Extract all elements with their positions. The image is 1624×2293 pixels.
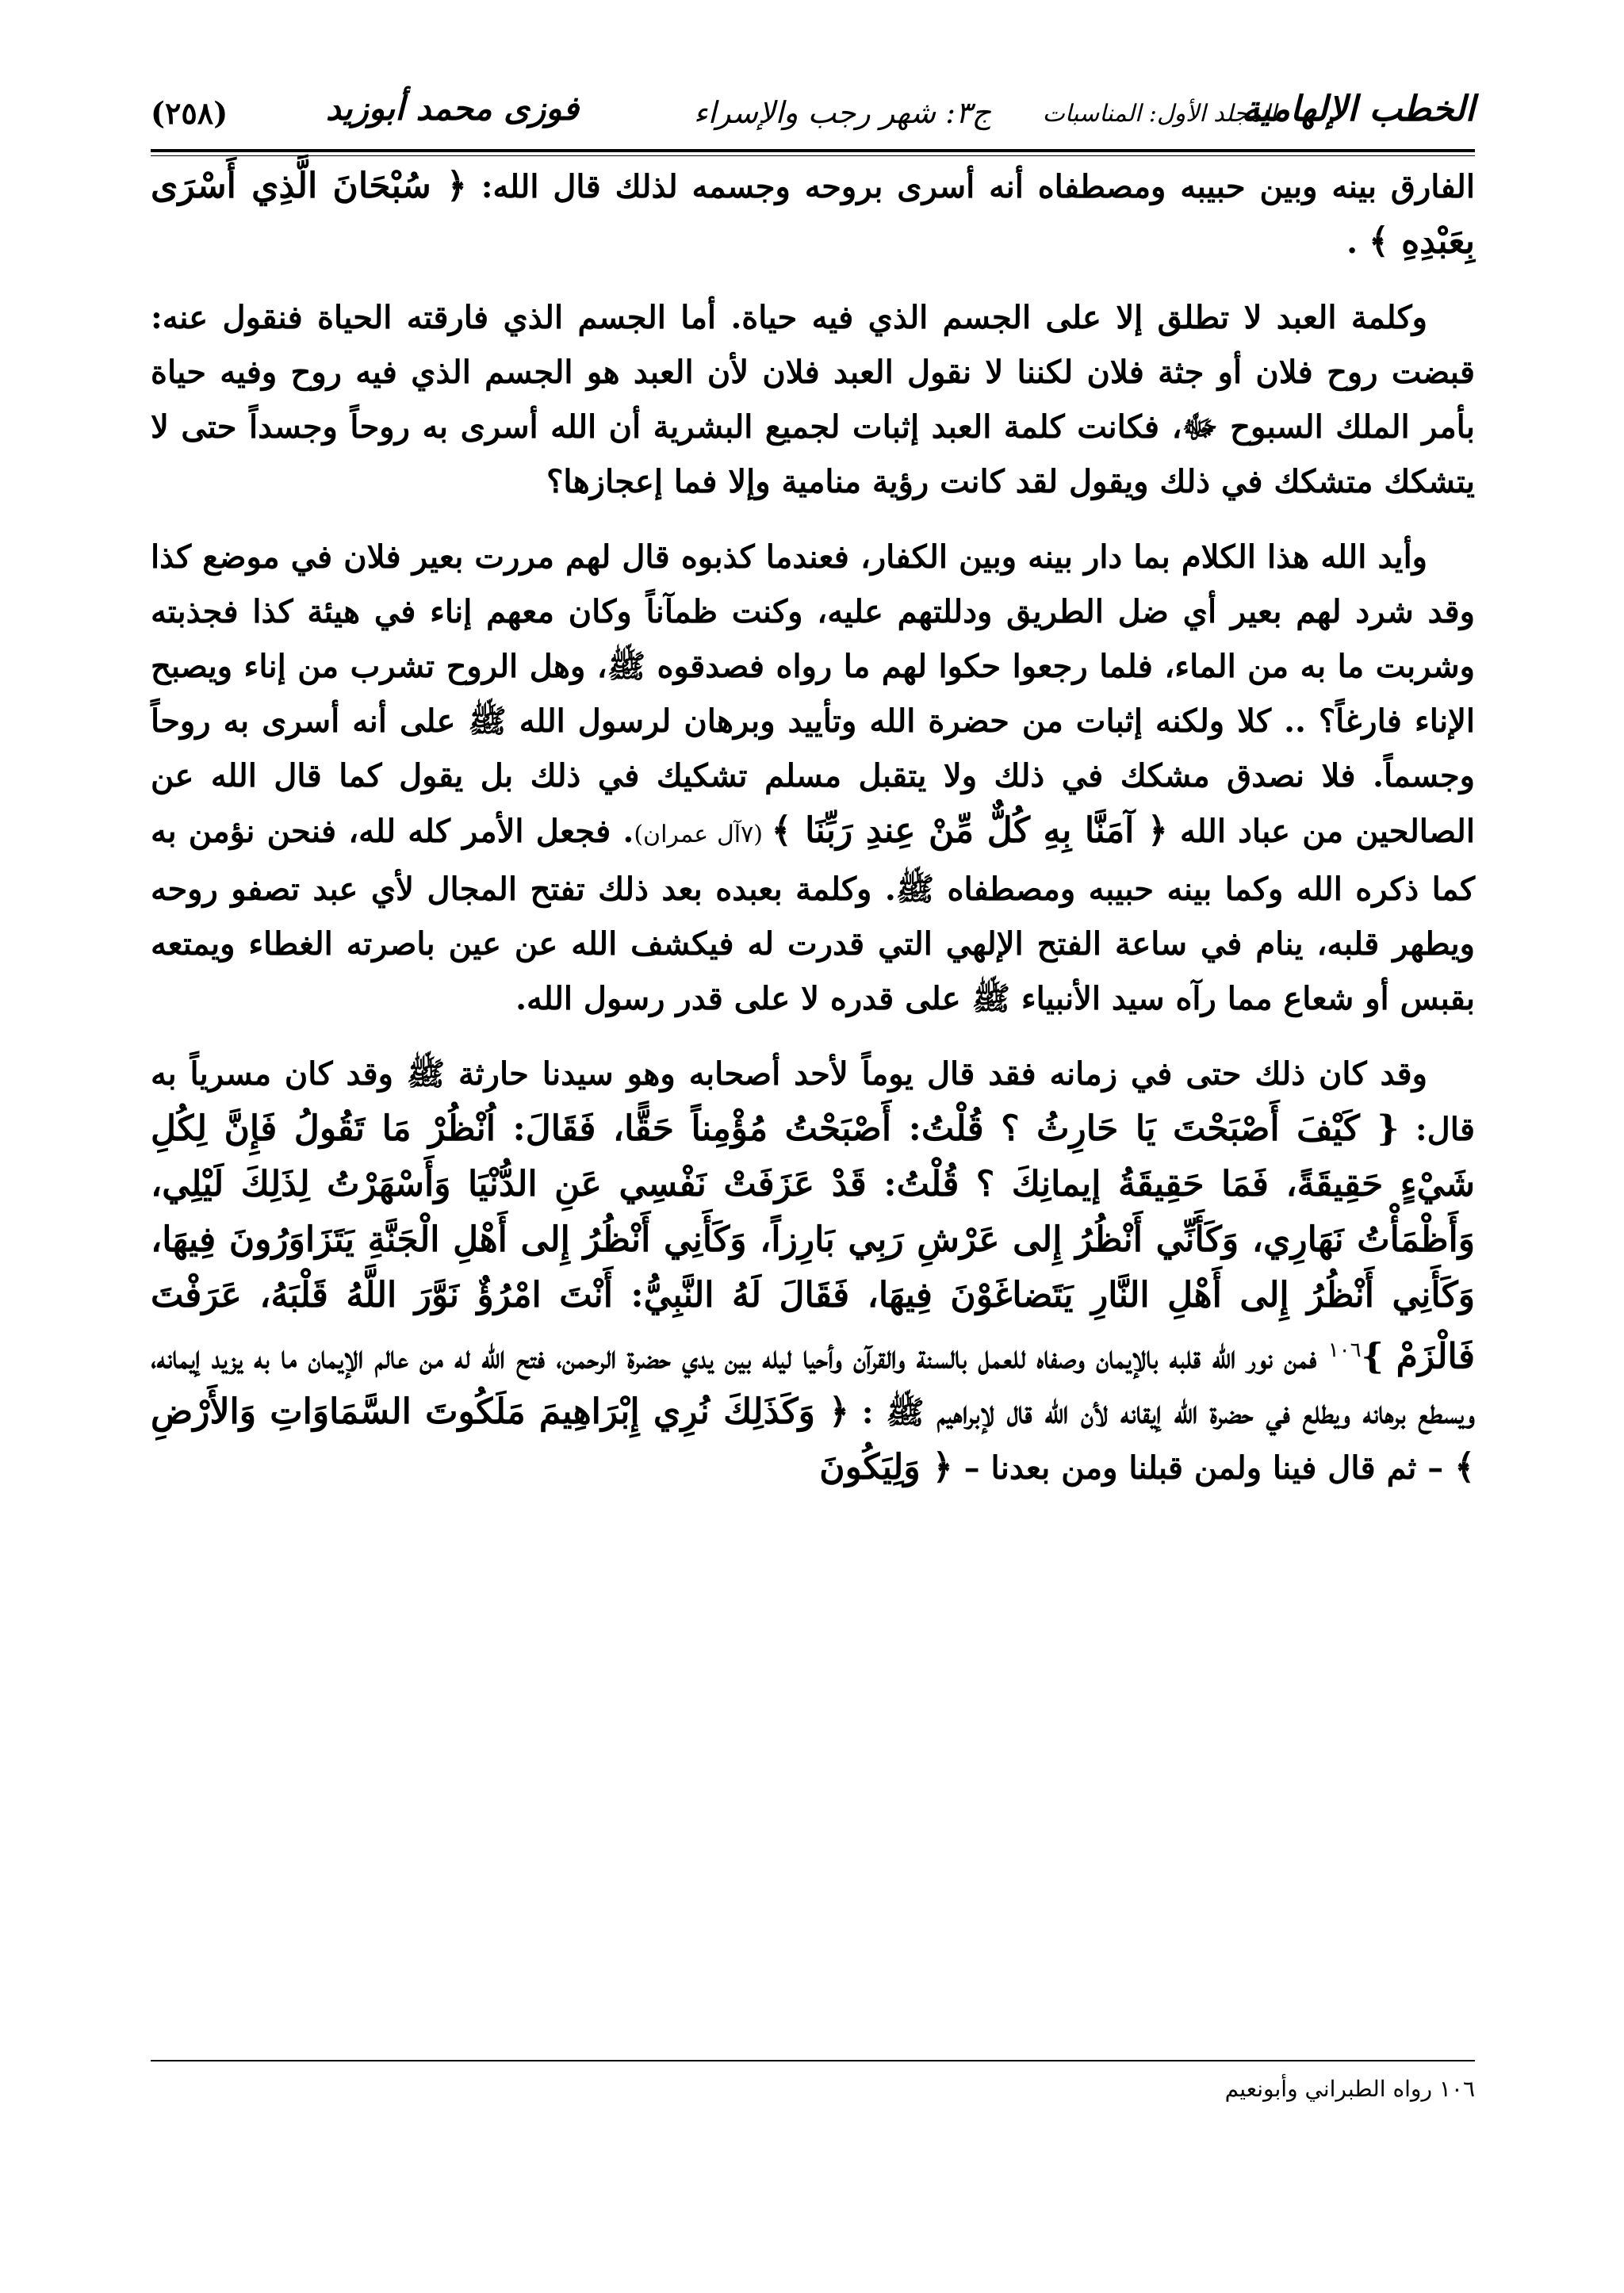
body-text xyxy=(151,159,1475,1516)
paragraph-4 xyxy=(151,1047,1475,1495)
paragraph-3 xyxy=(151,530,1475,1026)
paragraph-text: وكلمة العبد لا تطلق إلا على الجسم الذي فيه حياة. أما الجسم الذي فارقته الحياة فنقول عنه: قبضت روح فلان أو جثة فلان لكننا لا نقول العبد فلان لأن العبد هو الجسم الذي فيه روح وفيه حياة بأمر الملك السبوح ﷻ، فكانت كلمة العبد إثبات لجميع البشرية أن الله أسرى به روحاً وجسداً حتى لا يتشكك متشكك في ذلك ويقول لقد كانت رؤية منامية وإلا فما إعجازها؟ xyxy=(151,299,1475,500)
hadith-quote: { كَيْفَ أَصْبَحْتَ يَا حَارِثُ ؟ قُلْتُ: أَصْبَحْتُ مُؤْمِناً حَقًّا، فَقَالَ: اُنْظُرْ مَا تَقُولُ فَإِنَّ لِكُلِ شَيْءٍ حَقِيقَةً، فَمَا حَقِيقَةُ إيمانِكَ ؟ قُلْتُ: قَدْ عَزَفَتْ نَفْسِي عَنِ الدُّنْيَا وَأَسْهَرْتُ لِذَلِكَ لَيْلِي، وَأَظْمَأْتُ نَهَارِي، وَكَأَنِّي أَنْظُرُ إِلى عَرْشِ رَبِي بَارِزاً، وَكَأَنِي أَنْظُرُ إِلى أَهْلِ الْجَنَّةِ يَتَزَاوَرُونَ فِيهَا، وَكَأَنِي أَنْظُرُ إِلى أَهْلِ النَّارِ يَتَضاغَوْنَ فِيهَا، فَقَالَ لَهُ النَّبِيُّ: أَنْتَ امْرُؤٌ نَوَّرَ اللَّهُ قَلْبَهُ، عَرَفْتَ فَالْزَمْ } xyxy=(151,1108,1475,1377)
footnote-marker: ١٠٦ xyxy=(1327,1338,1362,1362)
header-rule xyxy=(151,149,1475,152)
quran-quote-continued: ﴿ وَلِيَكُونَ xyxy=(819,1447,953,1488)
paragraph-1 xyxy=(151,159,1475,270)
paragraph-text: وأيد الله هذا الكلام بما دار بينه وبين الكفار، فعندما كذبوه قال لهم مررت بعير فلان في موضع كذا وقد شرد لهم بعير أي ضل الطريق ودللتهم عليه، وكنت ظمآناً وكان معهم إناء في هيئة كذا فجذبته وشربت ما به من الماء، فلما رجعوا حكوا لهم ما رواه فصدقوه ﷺ، وهل الروح تشرب من إناء ويصبح الإناء فارغاً؟ .. كلا ولكنه إثبات من حضرة الله وتأييد وبرهان لرسول الله ﷺ على أنه أسرى به روحاً وجسماً. فلا نصدق مشكك في ذلك ولا يتقبل مسلم تشكيك في ذلك بل يقول كما قال الله عن الصالحين من عباد الله xyxy=(151,538,1476,850)
page-number: (٢٥٨) xyxy=(151,95,228,131)
paragraph-text: – ثم قال فينا ولمن قبلنا ومن بعدنا – xyxy=(952,1449,1455,1487)
verse-reference: (٧آل عمران) xyxy=(634,821,772,848)
footnote: ١٠٦ رواه الطبراني وأبونعيم xyxy=(1224,2076,1475,2102)
running-header xyxy=(151,89,1475,144)
section-label: ج٣: شهر رجب والإسراء xyxy=(693,95,991,130)
footnote-rule xyxy=(151,2060,1475,2061)
paragraph-text: . xyxy=(1346,224,1369,261)
book-title: الخطب الإلهامية xyxy=(1242,89,1475,129)
author-name: فوزى محمد أبوزيد xyxy=(325,89,579,128)
quran-quote: ﴿ آمَنَّا بِهِ كُلٌّ مِّنْ عِندِ رَبِّنَا ﴾ xyxy=(771,810,1168,851)
header-rule-thin xyxy=(151,155,1475,156)
paragraph-text: وقد كان ذلك حتى في زمانه فقد قال يوماً لأحد أصحابه وهو سيدنا حارثة ﷺ وقد كان مسرياً به قال: xyxy=(151,1055,1475,1148)
paragraph-2 xyxy=(151,290,1475,509)
quran-quote: ﴿ وَكَذَلِكَ نُرِي إِبْرَاهِيمَ مَلَكُوتَ السَّمَاوَاتِ وَالأَرْضِ ﴾ xyxy=(151,1391,1475,1488)
paragraph-text: . فجعل الأمر كله لله، فنحن نؤمن به كما ذكره الله وكما بينه حبيبه ومصطفاه ﷺ. وكلمة بعبده بعد ذلك تفتح المجال لأي عبد تصفو روحه ويطهر قلبه، ينام في ساعة الفتح الإلهي التي قدرت له فيكشف الله عن عين باصرته الغطاء ويمتعه بقبس أو شعاع مما رآه سيد الأنبياء ﷺ على قدره لا على قدر رسول الله. xyxy=(151,813,1475,1017)
paragraph-text: فمن نور الله قلبه بالإيمان وصفاه للعمل بالسنة والقرآن وأحيا ليله بين يدي حضرة الرحمن، فتح الله له من عالم الإيمان ما به يزيد إيمانه، ويسطع برهانه ويطلع في حضرة الله إيقانه لأن الله قال لإبراهيم ﷺ : xyxy=(151,1338,1475,1432)
paragraph-text: الفارق بينه وبين حبيبه ومصطفاه أنه أسرى بروحه وجسمه لذلك قال الله: xyxy=(466,168,1475,205)
quran-quote: ﴿ سُبْحَانَ الَّذِي أَسْرَى بِعَبْدِهِ ﴾ xyxy=(151,166,1475,262)
volume-label: المجلد الأول: المناسبات xyxy=(1042,100,1277,128)
